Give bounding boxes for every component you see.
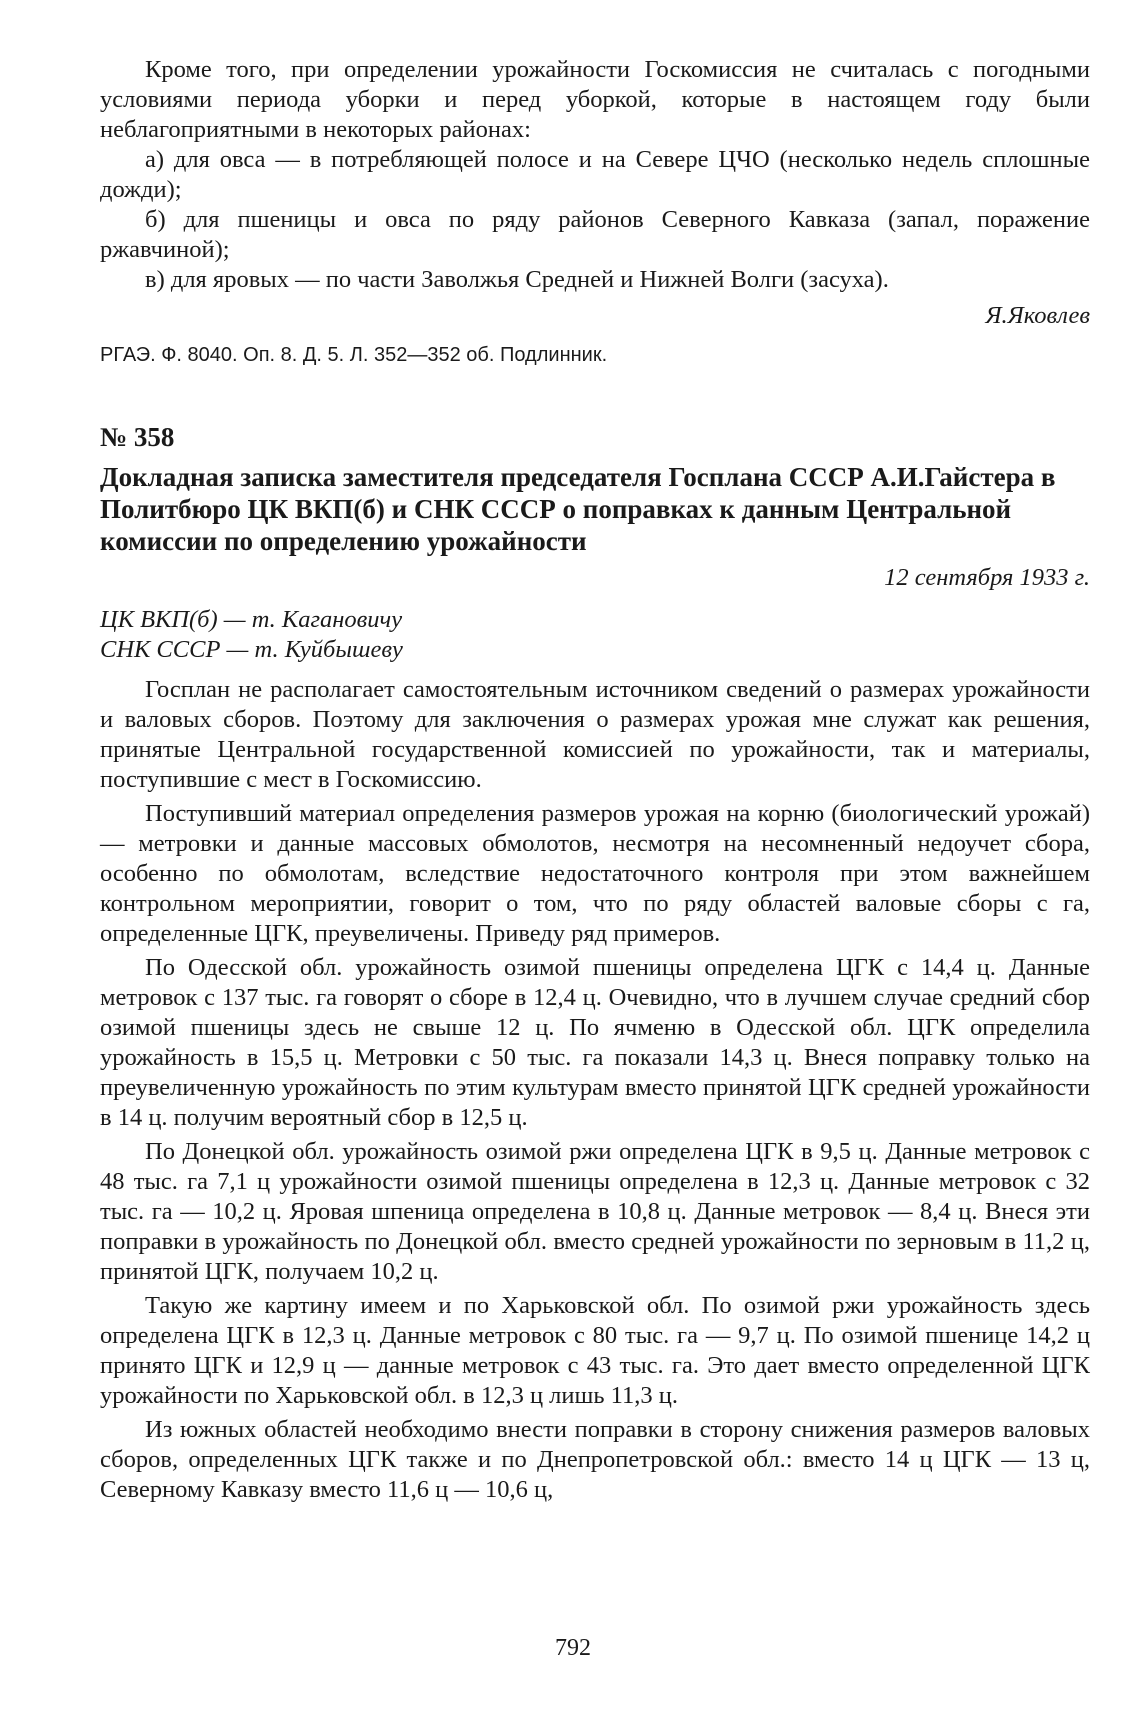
- archive-reference: РГАЭ. Ф. 8040. Оп. 8. Д. 5. Л. 352—352 об. Подлинник.: [100, 344, 608, 366]
- document-date: 12 сентября 1933 г.: [884, 564, 1090, 591]
- body-paragraph: Из южных областей необходимо внести поправки в сторону снижения размеров валовых сборов, определенных ЦГК также и по Днепропетровской обл.: вместо 14 ц ЦГК — 13 ц, Северному Кавказу вместо 11,6 ц — 10,6 ц,: [100, 1416, 1090, 1503]
- previous-document-ending: [100, 55, 1090, 369]
- document-body: [100, 675, 1090, 1505]
- addressee-ck: ЦК ВКП(б) — т. Кагановичу: [100, 606, 403, 633]
- page-number: 792: [555, 1635, 591, 1661]
- document-title: Докладная записка заместителя председателя Госплана СССР А.И.Гайстера в Политбюро ЦК ВКП(б) и СНК СССР о поправках к данным Центральной комиссии по определению урожайности: [100, 462, 1056, 556]
- signature: Я.Яковлев: [985, 302, 1090, 329]
- body-paragraph: Такую же картину имеем и по Харьковской обл. По озимой ржи урожайность здесь определена ЦГК в 12,3 ц. Данные метровок с 80 тыс. га — 9,7 ц. По озимой пшенице 14,2 ц принято ЦГК и 12,9 ц — данные метровок с 43 тыс. га. Это дает вместо определенной ЦГК урожайности по Харьковской обл. в 12,3 ц лишь 11,3 ц.: [100, 1292, 1090, 1409]
- page-content: [100, 55, 1090, 1509]
- document-header: [100, 421, 1090, 593]
- list-item-oats: а) для овса — в потребляющей полосе и на Севере ЦЧО (несколько недель сплошные дожди);: [100, 146, 1090, 203]
- body-paragraph: Госплан не располагает самостоятельным источником сведений о размерах урожайности и валовых сборов. Поэтому для заключения о размерах урожая мне служат как решения, принятые Центральной государственной комиссией по урожайности, так и материалы, поступившие с мест в Госкомиссию.: [100, 676, 1090, 793]
- list-item-wheat: б) для пшеницы и овса по ряду районов Северного Кавказа (запал, поражение ржавчиной);: [100, 206, 1090, 263]
- body-paragraph: По Одесской обл. урожайность озимой пшеницы определена ЦГК с 14,4 ц. Данные метровок с 137 тыс. га говорят о сборе в 12,4 ц. Очевидно, что в лучшем случае средний сбор озимой пшеницы здесь не свыше 12 ц. По ячменю в Одесской обл. ЦГК определила урожайность в 15,5 ц. Метровки с 50 тыс. га показали 14,3 ц. Внеся поправку только на преувеличенную урожайность по этим культурам вместо принятой ЦГК средней урожайности в 14 ц. получим вероятный сбор в 12,5 ц.: [100, 954, 1090, 1131]
- addressees: [100, 605, 1090, 665]
- body-paragraph: Поступивший материал определения размеров урожая на корню (биологический урожай) — метровки и данные массовых обмолотов, несмотря на несомненный недоучет сбора, особенно по обмолотам, вследствие недостаточного контроля при этом важнейшем контрольном мероприятии, говорит о том, что по ряду областей валовые сборы с га, определенные ЦГК, преувеличены. Приведу ряд примеров.: [100, 800, 1090, 947]
- intro-paragraph: Кроме того, при определении урожайности Госкомиссия не считалась с погодными условиями периода уборки и перед уборкой, которые в настоящем году были неблагоприятными в некоторых районах:: [100, 56, 1090, 143]
- document-number: № 358: [100, 422, 175, 452]
- addressee-snk: СНК СССР — т. Куйбышеву: [100, 636, 403, 663]
- body-paragraph: По Донецкой обл. урожайность озимой ржи определена ЦГК в 9,5 ц. Данные метровок с 48 тыс. га 7,1 ц урожайности озимой пшеницы определена в 12,3 ц. Данные метровок с 32 тыс. га — 10,2 ц. Яровая шпеница определена в 10,8 ц. Данные метровок — 8,4 ц. Внеся эти поправки в урожайность по Донецкой обл. вместо средней урожайности по зерновым в 11,2 ц, принятой ЦГК, получаем 10,2 ц.: [100, 1138, 1090, 1285]
- list-item-spring: в) для яровых — по части Заволжья Средней и Нижней Волги (засуха).: [145, 266, 889, 293]
